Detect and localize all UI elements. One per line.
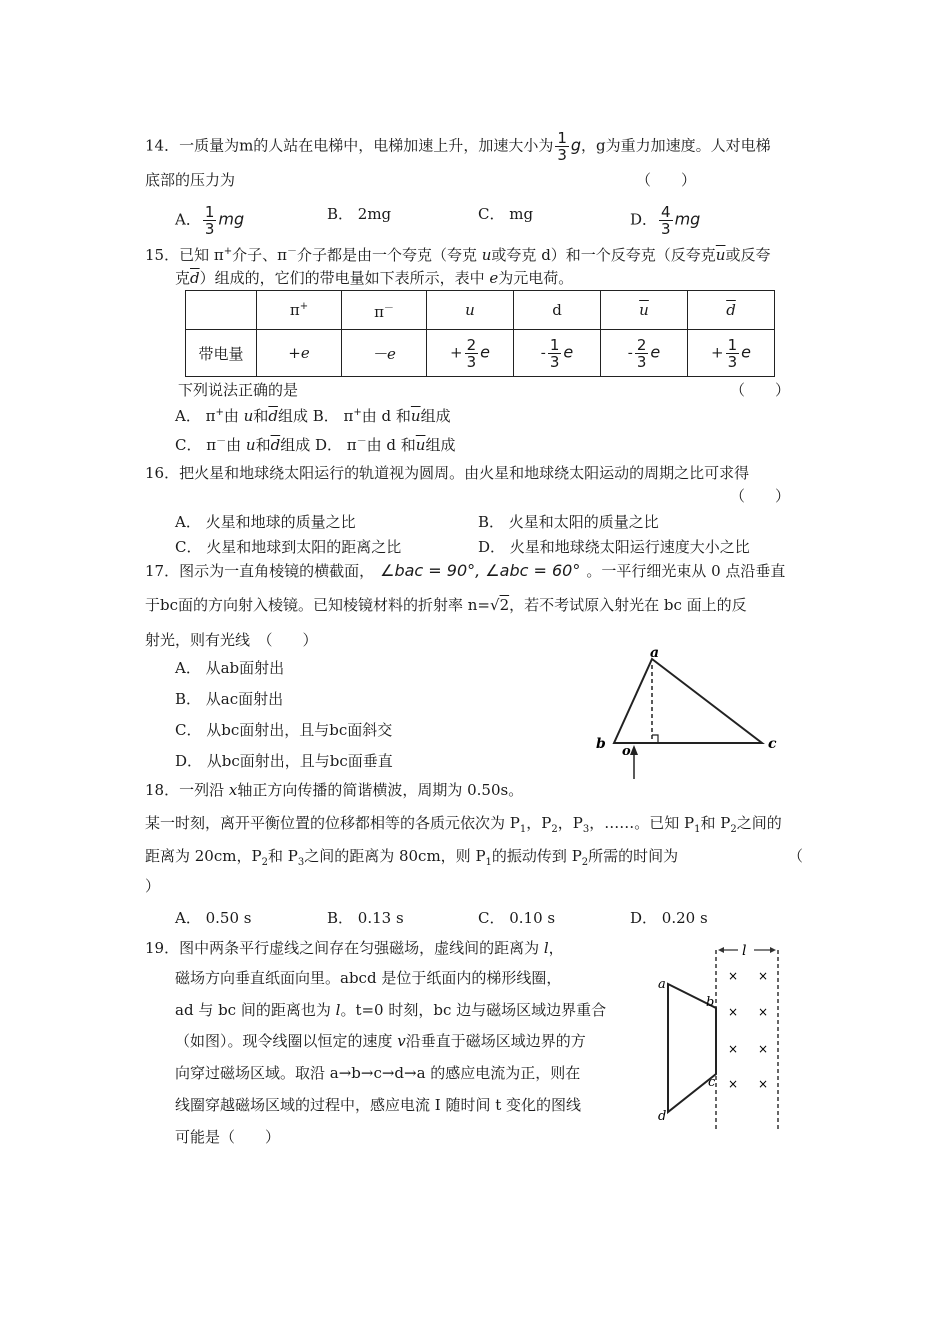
q19-line3: ad 与 bc 间的距离也为 l。t=0 时刻，bc 边与磁场区域边界重合 <box>175 1001 607 1019</box>
prism-figure <box>590 645 790 785</box>
fig-label-b: b <box>706 995 715 1010</box>
q17-option-a: A． 从ab面射出 <box>175 659 285 677</box>
field-cross-icon: × <box>758 1005 769 1019</box>
q16-answer-paren: （ ） <box>730 487 791 505</box>
field-cross-icon: × <box>728 1042 739 1056</box>
q18-line1: 18．一列沿 x轴正方向传播的简谐横波，周期为 0.50s。 <box>145 781 524 799</box>
q18-option-d: D． 0.20 s <box>630 909 708 927</box>
q16-option-d: D． 火星和地球绕太阳运行速度大小之比 <box>478 538 750 556</box>
q14-option-b: B． 2mg <box>327 205 392 223</box>
q14-option-c: C． mg <box>478 205 534 223</box>
q15-options-cd: C． π－由 u和$\overline{d}$组成 D． π－由 d 和$\overline{u}$组成 <box>175 436 456 454</box>
fig-label-c: c <box>708 1075 716 1090</box>
q16-line1: 16．把火星和地球绕太阳运行的轨道视为圆周。由火星和地球绕太阳运动的周期之比可求得 <box>145 464 750 482</box>
q16-option-a: A． 火星和地球的质量之比 <box>175 513 356 531</box>
field-cross-icon: × <box>758 1077 769 1091</box>
arrow-up-icon <box>630 745 638 755</box>
q15-answer-paren: （ ） <box>730 381 791 399</box>
q19-line4: （如图）。现令线圈以恒定的速度 v沿垂直于磁场区域边界的方 <box>175 1032 586 1050</box>
sqrt-icon: √ <box>490 596 500 614</box>
q17-angles: ∠bac = 90°, ∠abc = 60° <box>380 561 581 580</box>
fig-label-b: b <box>596 736 606 752</box>
field-cross-icon: × <box>728 969 739 983</box>
prism-triangle <box>614 659 762 743</box>
q14-fraction: $\frac{1}{3}$ <box>557 129 567 164</box>
field-cross-icon: × <box>728 1005 739 1019</box>
q15-options-ab: A． π+由 u和$\overline{d}$组成 B． π+由 d 和$\overline{u}$组成 <box>175 407 451 425</box>
q14-line1 <box>145 130 771 163</box>
field-cross-icon: × <box>758 969 769 983</box>
q19-line5: 向穿过磁场区域。取沿 a→b→c→d→a 的感应电流为正，则在 <box>175 1064 581 1082</box>
q18-paren-open: （ <box>788 847 804 865</box>
q14-answer-paren: （ ） <box>636 171 697 189</box>
q14-text-a: 14．一质量为m的人站在电梯中，电梯加速上升，加速大小为 <box>145 136 554 155</box>
q19-line7: 可能是（ ） <box>175 1128 281 1146</box>
q19-line2: 磁场方向垂直纸面向里。abcd 是位于纸面内的梯形线圈， <box>175 969 562 987</box>
charge-table <box>185 290 775 377</box>
field-cross-icon: × <box>728 1077 739 1091</box>
q18-option-c: C． 0.10 s <box>478 909 556 927</box>
q19-line1: 19．图中两条平行虚线之间存在匀强磁场，虚线间的距离为 l， <box>145 939 564 957</box>
q16-option-c: C． 火星和地球到太阳的距离之比 <box>175 538 402 556</box>
q17-option-d: D． 从bc面射出，且与bc面垂直 <box>175 752 393 770</box>
fig-label-a: a <box>658 977 666 992</box>
q14-text-b: ，g为重力加速度。人对电梯 <box>581 136 771 155</box>
field-cross-icon: × <box>758 1042 769 1056</box>
fig-label-a: a <box>650 645 660 661</box>
q17-option-b: B． 从ac面射出 <box>175 690 284 708</box>
fig-label-o: o <box>622 744 631 759</box>
table-row: 带电量 +e －e + $\frac{2}{3}$ e - $\frac{1}{3}$ e - $\frac{2}{3}$ e + $\frac{1}{3}$ e <box>186 330 775 377</box>
magnetic-field-figure <box>650 940 790 1135</box>
q15-prompt: 下列说法正确的是 <box>178 381 299 399</box>
fig-label-c: c <box>768 736 777 752</box>
q15-line1: 15．已知 π+介子、π－介子都是由一个夸克（夸克 u或夸克 d）和一个反夸克（反夸克$\overline{u}$或反夸 <box>145 246 771 264</box>
fig-width-label: l <box>742 943 747 959</box>
q16-option-b: B． 火星和太阳的质量之比 <box>478 513 659 531</box>
q14-option-a: A． $\frac{1}{3}$ mg <box>175 203 245 238</box>
q14-line2: 底部的压力为 <box>145 171 236 189</box>
q18-paren-close: ） <box>145 877 161 895</box>
q18-line3: 距离为 20cm，$P_2$和 $P_3$之间的距离为 80cm，则 $P_1$的振动传到 $P_2$所需的时间为 <box>145 847 679 868</box>
arrow-right-icon <box>770 947 776 953</box>
q14-option-d: D． $\frac{4}{3}$ mg <box>630 203 701 238</box>
q19-line6: 线圈穿越磁场区域的过程中，感应电流 I 随时间 t 变化的图线 <box>175 1096 582 1114</box>
q14-g-symbol: g <box>570 135 582 155</box>
arrow-left-icon <box>718 947 724 953</box>
q17-line1: 17．图示为一直角棱镜的横截面， ∠bac = 90°, ∠abc = 60° 。一平行细光束从 0 点沿垂直 <box>145 561 786 580</box>
q15-line2: 克$\overline{d}$）组成的，它们的带电量如下表所示，表中 e为元电荷。 <box>175 269 574 287</box>
q18-line2: 某一时刻，离开平衡位置的位移都相等的各质元依次为 $P_1$，$P_2$，$P_3$，……。已知 $P_1$和 $P_2$之间的 <box>145 814 782 835</box>
q17-line3: 射光，则有光线 （ ） <box>145 631 318 649</box>
q17-line2: 于bc面的方向射入棱镜。已知棱镜材料的折射率 n=√2，若不考试原入射光在 bc 面上的反 <box>145 596 747 614</box>
fig-label-d: d <box>658 1109 667 1124</box>
q18-option-b: B． 0.13 s <box>327 909 404 927</box>
q18-option-a: A． 0.50 s <box>175 909 252 927</box>
table-header-row: π+ π－ u d $\overline{u}$ $\overline{d}$ <box>186 291 775 330</box>
right-angle-mark <box>652 735 658 743</box>
q17-option-c: C． 从bc面射出，且与bc面斜交 <box>175 721 393 739</box>
